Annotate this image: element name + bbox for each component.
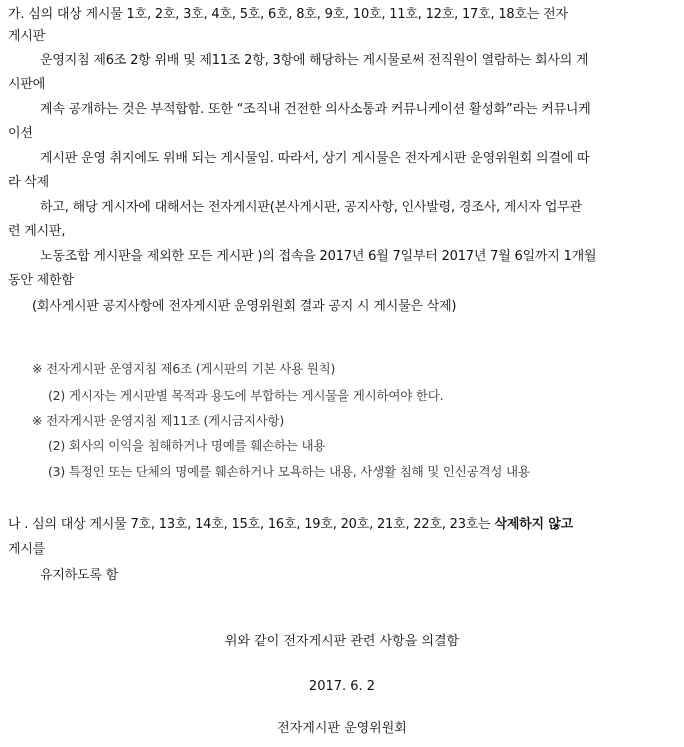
section-ga-line-1: 가. 심의 대상 게시물 1호, 2호, 3호, 4호, 5호, 6호, 8호, 9호, 10호, 11호, 12호, 17호, 18호는 전자 [8,7,568,22]
section-ga-line-13: (회사게시판 공지사항에 전자게시판 운영위원회 결과 공지 시 게시물은 삭제) [32,299,457,314]
section-na-line-3: 유지하도록 함 [40,568,119,583]
section-ga-line-3: 운영지침 제6조 2항 위배 및 제11조 2항, 3항에 해당하는 게시물로써 전직원이 열람하는 회사의 게 [40,53,589,68]
section-na-line-2: 게시를 [8,542,46,557]
note-article-11-item-2: (2) 회사의 이익을 침해하거나 명예를 훼손하는 내용 [48,438,326,453]
section-na-emphasis: 삭제하지 않고 [494,517,573,532]
section-ga-line-9: 하고, 해당 게시자에 대해서는 전자게시판(본사게시판, 공지사항, 인사발령, 경조사, 게시자 업무관 [40,200,582,215]
section-ga-line-4: 시판에 [8,77,46,92]
resolution-date: 2017. 6. 2 [308,679,376,694]
section-ga-line-6: 이션 [8,126,33,141]
section-ga-line-11: 노동조합 게시판을 제외한 모든 게시판 )의 접속을 2017년 6월 7일부터 2017년 7월 6일까지 1개월 [40,249,597,264]
resolution-statement: 위와 같이 전자게시판 관련 사항을 의결함 [224,634,460,649]
section-ga-line-12: 동안 제한함 [8,273,74,288]
note-article-6-item-2: (2) 게시자는 게시판별 목적과 용도에 부합하는 게시물을 게시하여야 한다. [48,388,444,403]
note-article-11: ※ 전자게시판 운영지침 제11조 (게시금지사항) [32,413,285,428]
section-na-line-1-text: 나 . 심의 대상 게시물 7호, 13호, 14호, 15호, 16호, 19호, 20호, 21호, 22호, 23호는 [8,517,495,532]
section-ga-line-8: 라 삭제 [8,175,50,190]
committee-name: 전자게시판 운영위원회 [277,721,407,736]
section-na-line-1 [8,515,573,535]
section-ga-line-7: 게시판 운영 취지에도 위배 되는 게시물임. 따라서, 상기 게시물은 전자게시판 운영위원회 의결에 따 [40,151,590,166]
section-ga-line-5: 계속 공개하는 것은 부적합함. 또한 “조직내 건전한 의사소통과 커뮤니케이션 활성화”라는 커뮤니케 [40,102,591,117]
section-ga-line-10: 련 게시판, [8,224,66,239]
note-article-6: ※ 전자게시판 운영지침 제6조 (게시판의 기본 사용 원칙) [32,361,336,376]
note-article-11-item-3: (3) 특정인 또는 단체의 명예를 훼손하거나 모욕하는 내용, 사생활 침해 및 인신공격성 내용 [48,464,530,479]
section-ga-line-2: 게시판 [8,29,46,44]
